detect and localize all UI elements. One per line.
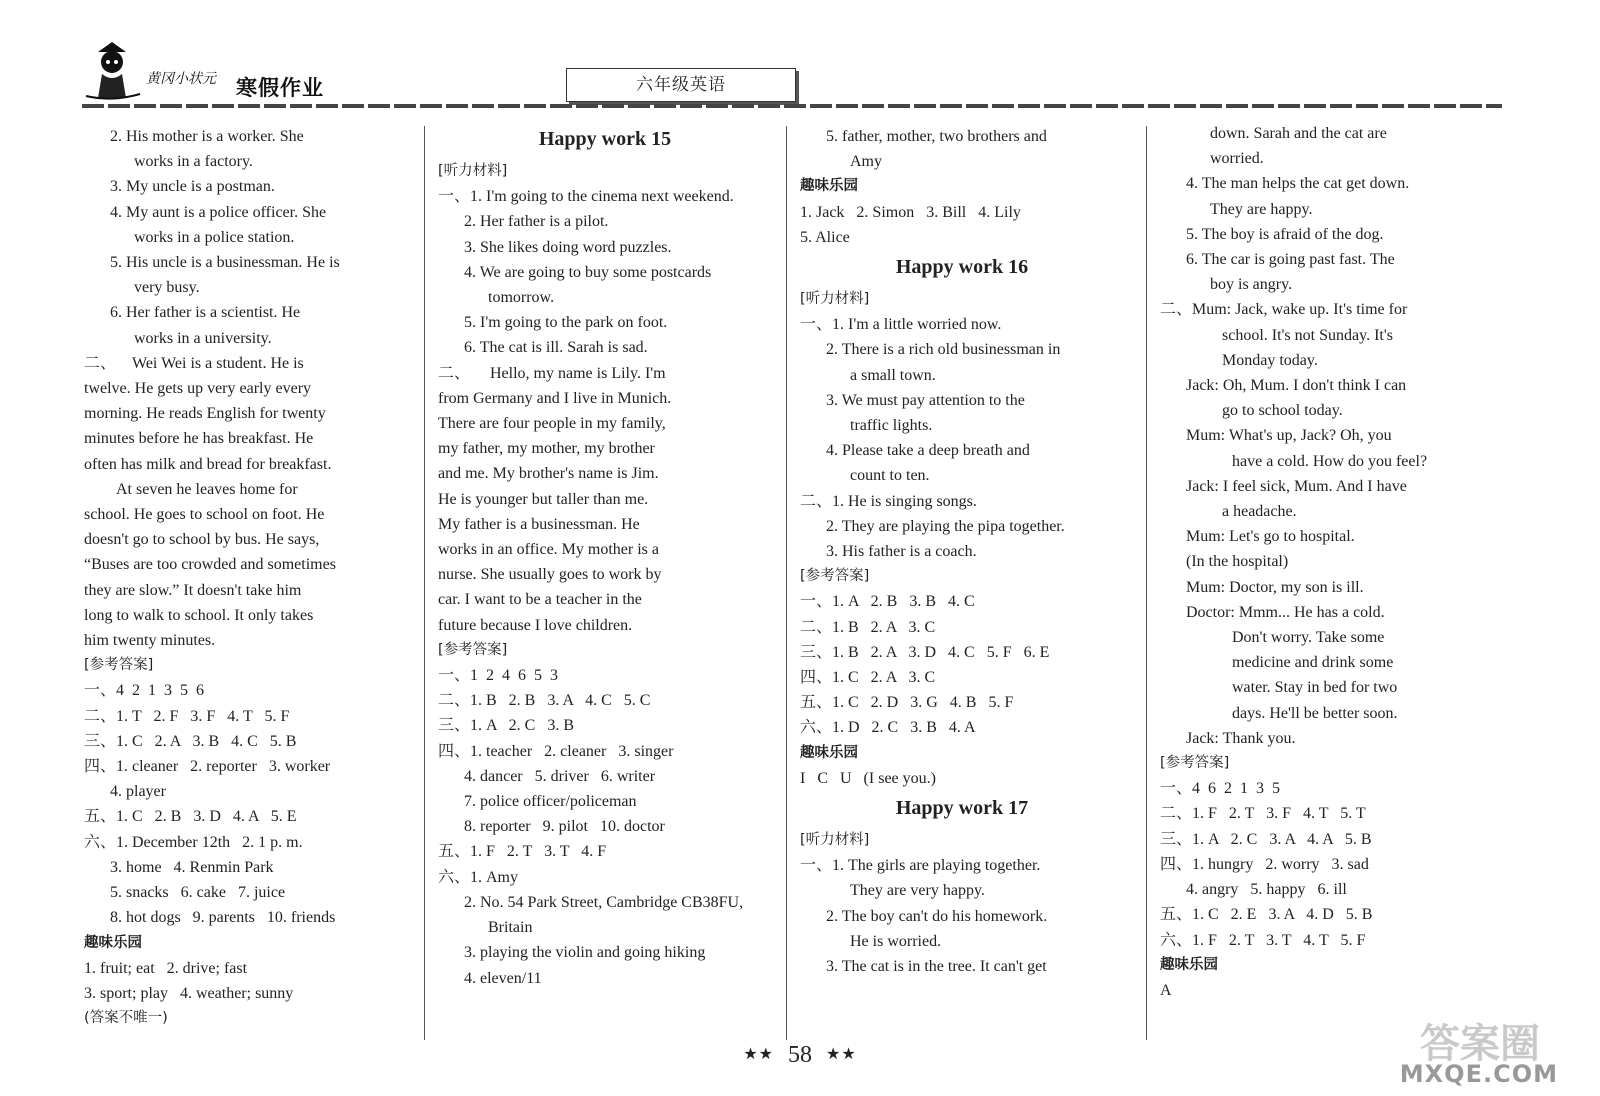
text-line: 7. police officer/policeman [464, 793, 637, 811]
text-line: 一、1. The girls are playing together. [800, 857, 1041, 875]
text-line: Mum: Doctor, my son is ill. [1186, 578, 1364, 596]
text-line: They are very happy. [850, 882, 985, 900]
text-line: Don't worry. Take some [1232, 629, 1385, 647]
footer-stars-left: ★★ [743, 1046, 774, 1063]
text-line: 3. sport; play 4. weather; sunny [84, 984, 294, 1002]
text-line: works in a factory. [134, 153, 253, 171]
text-line: 三、1. A 2. C 3. B [438, 717, 575, 735]
text-line: have a cold. How do you feel? [1232, 452, 1428, 470]
text-line: [听力材料] [438, 163, 508, 179]
text-line: 1. Jack 2. Simon 3. Bill 4. Lily [800, 203, 1021, 221]
section-heading-happy-work-17: Happy work 17 [895, 797, 1029, 820]
page-number: 58 [788, 1042, 812, 1068]
text-line: often has milk and bread for breakfast. [84, 455, 332, 473]
text-line: 3. We must pay attention to the [826, 391, 1025, 409]
text-line: 二、Mum: Jack, wake up. It's time for [1160, 301, 1408, 319]
text-line: [参考答案] [84, 657, 154, 674]
text-line: 4. Please take a deep breath and [826, 442, 1030, 460]
text-line: 二、1. B 2. B 3. A 4. C 5. C [438, 692, 651, 710]
section-heading-happy-work-15: Happy work 15 [538, 128, 672, 150]
column-divider [424, 126, 425, 1040]
column-1 [84, 124, 402, 1031]
text-line: 四、1. cleaner 2. reporter 3. worker [84, 758, 331, 776]
text-line: works in a university. [134, 329, 272, 347]
text-line: [听力材料] [800, 832, 870, 849]
happy-work-15-content [438, 159, 772, 991]
text-line: 5. I'm going to the park on foot. [464, 314, 668, 332]
text-line: 3. My uncle is a postman. [110, 178, 275, 196]
text-line: 五、1. F 2. T 3. T 4. F [438, 843, 607, 861]
text-line: long to walk to school. It only takes [84, 606, 314, 624]
text-line: 三、1. C 2. A 3. B 4. C 5. B [84, 732, 297, 750]
text-line: 六、1. D 2. C 3. B 4. A [800, 719, 976, 737]
text-line: (答案不唯一) [84, 1010, 168, 1027]
text-line: 五、1. C 2. E 3. A 4. D 5. B [1160, 906, 1373, 924]
watermark-en: MXQE.COM [1399, 1060, 1558, 1088]
text-line: boy is angry. [1210, 276, 1293, 294]
text-line: Monday today. [1222, 351, 1318, 369]
column-divider [1146, 126, 1147, 1040]
brand-title: 寒假作业 [236, 76, 324, 100]
text-line: (In the hospital) [1186, 553, 1289, 571]
happy-work-15-continued [800, 124, 1124, 250]
text-line: 一、4 2 1 3 5 6 [84, 682, 205, 700]
text-line: water. Stay in bed for two [1232, 679, 1398, 697]
text-line: nurse. She usually goes to work by [438, 566, 662, 584]
text-line: Mum: What's up, Jack? Oh, you [1186, 427, 1392, 445]
text-line: 6. The car is going past fast. The [1186, 251, 1395, 269]
text-line: He is worried. [850, 932, 942, 950]
text-line: 一、1. I'm going to the cinema next weekend. [438, 188, 734, 206]
mascot-logo-icon [82, 40, 142, 102]
text-line: 3. His father is a coach. [826, 543, 977, 561]
text-line: My father is a businessman. He [438, 515, 640, 533]
text-line: 二、 Hello, my name is Lily. I'm [438, 364, 666, 382]
text-line: 5. His uncle is a businessman. He is [110, 254, 340, 272]
text-line: Britain [488, 919, 533, 937]
text-line: 2. There is a rich old businessman in [826, 341, 1061, 359]
text-line: A [1160, 981, 1172, 999]
text-line: 五、1. C 2. B 3. D 4. A 5. E [84, 808, 297, 826]
column-3 [800, 124, 1124, 979]
text-line: medicine and drink some [1232, 654, 1394, 672]
text-line: him twenty minutes. [84, 632, 216, 650]
text-line: At seven he leaves home for [84, 480, 298, 498]
column-divider [786, 126, 787, 1040]
text-line: 3. The cat is in the tree. It can't get [826, 958, 1047, 976]
page-header [60, 28, 1500, 108]
text-line: 四、1. C 2. A 3. C [800, 669, 936, 687]
text-line: 一、1. A 2. B 3. B 4. C [800, 593, 975, 611]
text-line: 4. eleven/11 [464, 969, 542, 987]
text-line: tomorrow. [488, 289, 555, 307]
text-line: 六、1. December 12th 2. 1 p. m. [84, 833, 303, 851]
text-line: 二、1. F 2. T 3. F 4. T 5. T [1160, 805, 1366, 823]
text-line: 一、1 2 4 6 5 3 [438, 667, 559, 685]
text-line: 三、1. A 2. C 3. A 4. A 5. B [1160, 830, 1372, 848]
text-line: He is younger but taller than me. [438, 490, 649, 508]
text-line: “Buses are too crowded and sometimes [84, 556, 336, 574]
watermark-cn: 答案圈 [1420, 1021, 1540, 1067]
text-line: 2. No. 54 Park Street, Cambridge CB38FU, [464, 893, 744, 911]
text-line: 2. Her father is a pilot. [464, 213, 609, 231]
text-line: [参考答案] [800, 568, 870, 585]
text-line: 4. My aunt is a police officer. She [110, 203, 327, 221]
text-line: 二、1. T 2. F 3. F 4. T 5. F [84, 707, 290, 725]
text-line: 8. reporter 9. pilot 10. doctor [464, 818, 665, 836]
text-line: Jack: Oh, Mum. I don't think I can [1186, 377, 1407, 395]
text-line: 4. We are going to buy some postcards [464, 263, 712, 281]
page-footer [0, 1042, 1600, 1069]
text-line: 8. hot dogs 9. parents 10. friends [110, 909, 336, 927]
text-line: minutes before he has breakfast. He [84, 430, 314, 448]
text-line: 五、1. C 2. D 3. G 4. B 5. F [800, 694, 1014, 712]
text-line: morning. He reads English for twenty [84, 405, 326, 423]
text-line: 6. Her father is a scientist. He [110, 304, 301, 322]
text-line: future because I love children. [438, 616, 633, 634]
text-line: 趣味乐园 [800, 178, 858, 195]
section-heading-happy-work-16: Happy work 16 [895, 256, 1029, 279]
text-line: works in an office. My mother is a [438, 541, 659, 559]
text-line: go to school today. [1222, 402, 1343, 420]
happy-work-17-content [800, 828, 1124, 979]
text-line: 四、1. hungry 2. worry 3. sad [1160, 855, 1369, 873]
text-line: school. It's not Sunday. It's [1222, 326, 1393, 344]
text-line: days. He'll be better soon. [1232, 704, 1398, 722]
text-line: 3. She likes doing word puzzles. [464, 238, 672, 256]
column-2 [438, 122, 772, 991]
text-line: 5. snacks 6. cake 7. juice [110, 884, 286, 902]
text-line: 2. They are playing the pipa together. [826, 517, 1065, 535]
text-line: they are slow.” It doesn't take him [84, 581, 302, 599]
text-line: doesn't go to school by bus. He says, [84, 531, 320, 549]
text-line: and me. My brother's name is Jim. [438, 465, 659, 483]
text-line: from Germany and I live in Munich. [438, 389, 672, 407]
text-line: 四、1. teacher 2. cleaner 3. singer [438, 742, 674, 760]
text-line: 六、1. Amy [438, 868, 519, 886]
text-line: I C U (I see you.) [800, 769, 936, 787]
text-line: 趣味乐园 [84, 934, 142, 951]
text-line: 1. fruit; eat 2. drive; fast [84, 959, 248, 977]
text-line: [参考答案] [1160, 755, 1230, 772]
header-divider [82, 104, 1502, 108]
text-line: count to ten. [850, 467, 930, 485]
text-line: down. Sarah and the cat are [1210, 125, 1387, 142]
text-line: worried. [1210, 150, 1264, 168]
text-line: 六、1. F 2. T 3. T 4. T 5. F [1160, 931, 1366, 949]
text-line: very busy. [134, 279, 200, 297]
text-line: 一、4 6 2 1 3 5 [1160, 780, 1281, 798]
text-line: 5. The boy is afraid of the dog. [1186, 225, 1384, 243]
text-line: [参考答案] [438, 641, 508, 658]
text-line: 二、1. He is singing songs. [800, 492, 977, 510]
text-line: There are four people in my family, [438, 415, 666, 433]
text-line: Amy [850, 153, 882, 171]
text-line: traffic lights. [850, 417, 933, 435]
text-line: car. I want to be a teacher in the [438, 591, 642, 609]
text-line: 4. angry 5. happy 6. ill [1186, 881, 1347, 899]
text-line: 趣味乐园 [800, 744, 858, 761]
text-line: a small town. [850, 366, 936, 384]
brand-script: 黄冈小状元 [146, 71, 216, 87]
text-line: 4. dancer 5. driver 6. writer [464, 767, 656, 785]
text-line: Jack: Thank you. [1186, 729, 1296, 747]
text-line: 二、 Wei Wei is a student. He is [84, 354, 304, 372]
column-4 [1160, 121, 1490, 1003]
text-line: [听力材料] [800, 291, 870, 308]
text-line: 3. playing the violin and going hiking [464, 944, 706, 962]
text-line: my father, my mother, my brother [438, 440, 655, 458]
text-line: They are happy. [1210, 200, 1313, 218]
text-line: works in a police station. [134, 228, 295, 246]
happy-work-16-content [800, 287, 1124, 791]
text-line: Mum: Let's go to hospital. [1186, 528, 1355, 546]
text-line: 3. home 4. Renmin Park [110, 858, 274, 876]
text-line: Jack: I feel sick, Mum. And I have [1186, 477, 1407, 495]
text-line: 2. His mother is a worker. She [110, 128, 304, 145]
text-line: 6. The cat is ill. Sarah is sad. [464, 339, 648, 357]
text-line: a headache. [1222, 503, 1297, 521]
text-line: Doctor: Mmm... He has a cold. [1186, 603, 1385, 621]
text-line: school. He goes to school on foot. He [84, 506, 325, 524]
text-line: 一、1. I'm a little worried now. [800, 316, 1002, 334]
text-line: 4. player [110, 783, 166, 801]
text-line: 4. The man helps the cat get down. [1186, 175, 1410, 193]
text-line: 5. Alice [800, 228, 850, 246]
grade-subject-label: 六年级英语 [566, 68, 796, 102]
text-line: twelve. He gets up very early every [84, 380, 312, 398]
text-line: 趣味乐园 [1160, 956, 1218, 973]
text-line: 二、1. B 2. A 3. C [800, 618, 936, 636]
text-line: 5. father, mother, two brothers and [826, 128, 1047, 145]
text-line: 三、1. B 2. A 3. D 4. C 5. F 6. E [800, 643, 1050, 661]
footer-stars-right: ★★ [826, 1046, 857, 1063]
text-line: 2. The boy can't do his homework. [826, 907, 1048, 925]
